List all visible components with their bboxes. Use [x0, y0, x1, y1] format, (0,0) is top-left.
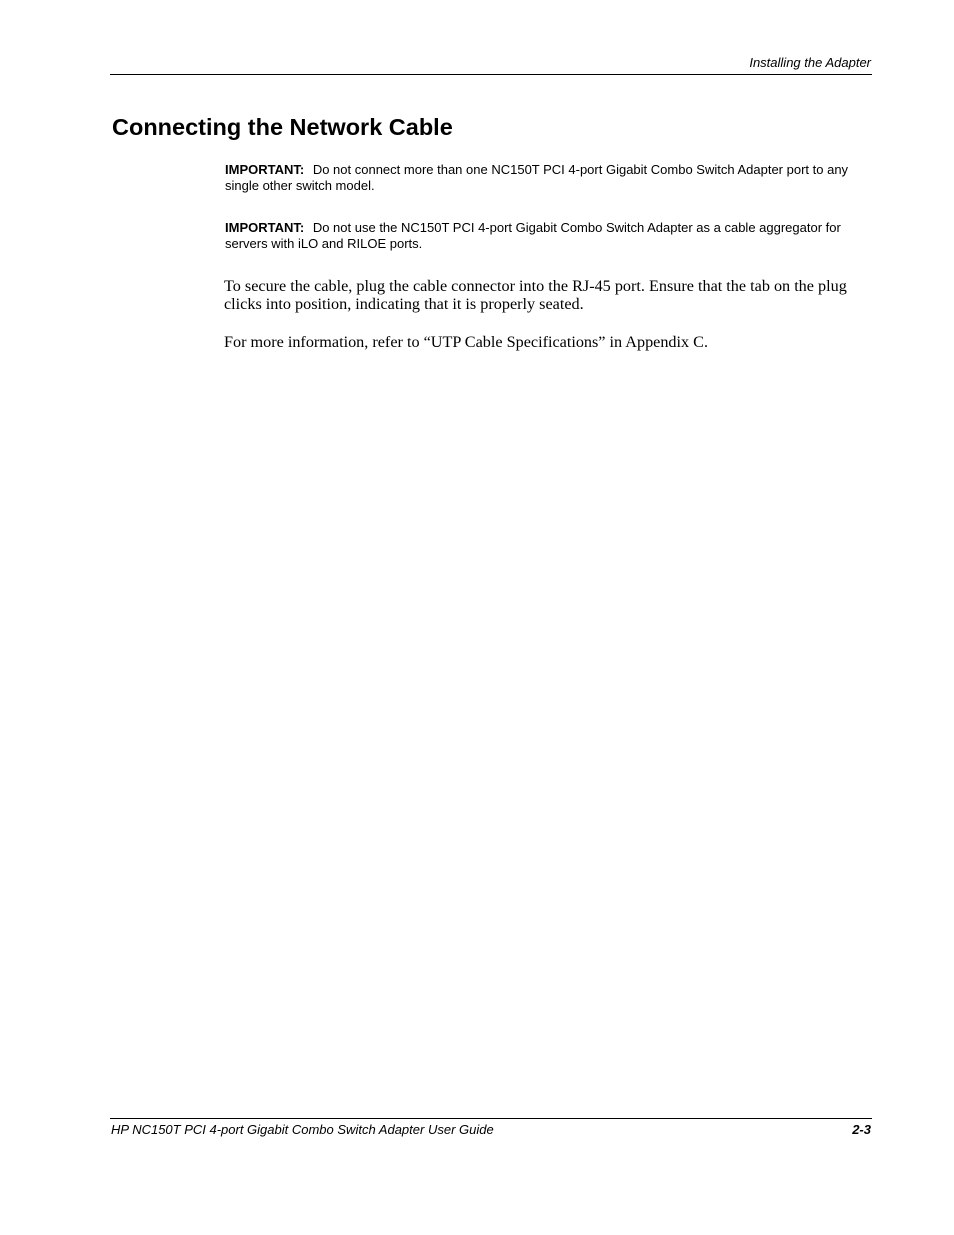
note-text: Do not connect more than one NC150T PCI 4-port Gigabit Combo Switch Adapter port to any single other switch model. — [225, 162, 849, 193]
important-note — [225, 220, 865, 252]
chapter-title: Installing the Adapter — [749, 55, 871, 70]
important-note — [225, 162, 865, 194]
body-paragraph: For more information, refer to “UTP Cable Specifications” in Appendix C. — [224, 333, 709, 351]
page-number: 2-3 — [852, 1122, 871, 1137]
note-text: Do not use the NC150T PCI 4-port Gigabit Combo Switch Adapter as a cable aggregator for servers with iLO and RILOE ports. — [225, 220, 841, 251]
note-label: IMPORTANT: — [225, 162, 305, 177]
note-label: IMPORTANT: — [225, 220, 305, 235]
section-title: Connecting the Network Cable — [112, 114, 453, 140]
running-footer — [110, 1118, 872, 1139]
running-header — [110, 55, 872, 75]
body-paragraph: To secure the cable, plug the cable connector into the RJ-45 port. Ensure that the tab on the plug clicks into position, indicating that it is properly seated. — [224, 277, 847, 313]
document-title: HP NC150T PCI 4-port Gigabit Combo Switch Adapter User Guide — [111, 1122, 494, 1137]
